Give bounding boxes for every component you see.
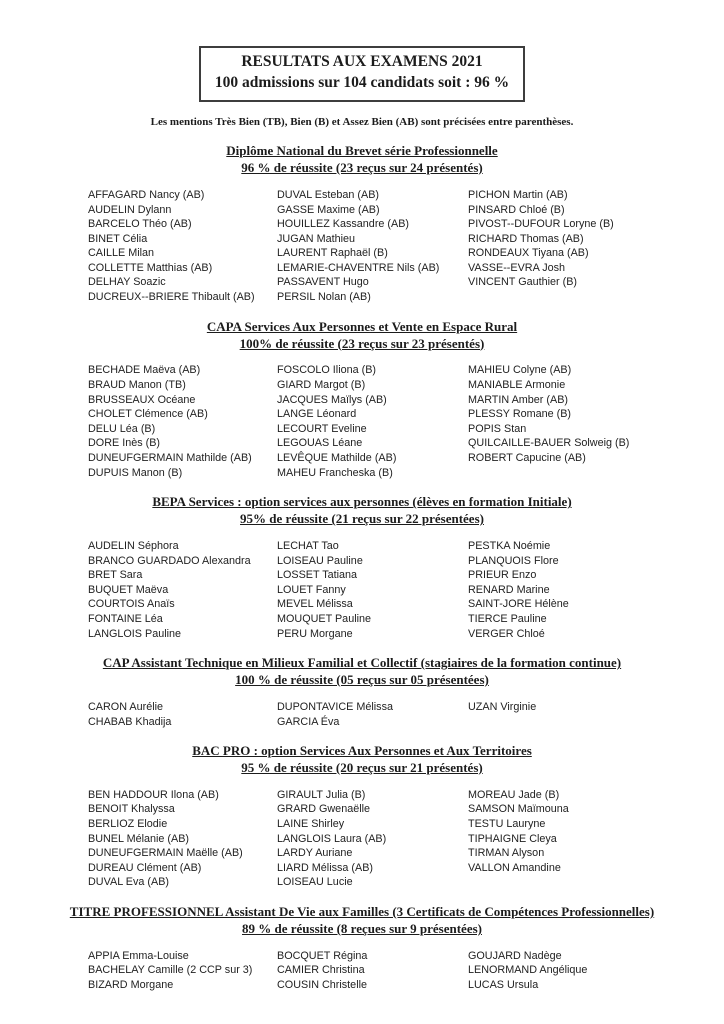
name-column: [277, 949, 468, 993]
name-column: [468, 188, 704, 305]
candidate-name: GIRAULT Julia (B): [277, 788, 366, 801]
candidate-name: LAINE Shirley: [277, 818, 345, 831]
candidate-name: LANGLOIS Pauline: [88, 627, 182, 640]
name-column: [468, 788, 704, 890]
candidate-name: MOUQUET Pauline: [277, 612, 372, 625]
candidate-name: AUDELIN Dylann: [88, 203, 172, 216]
name-column: [468, 949, 704, 993]
name-columns: [0, 700, 724, 729]
exam-section: [0, 494, 724, 641]
candidate-name: RENARD Marine: [468, 583, 550, 596]
candidate-name: DELHAY Soazic: [88, 276, 166, 289]
candidate-name: BINET Célia: [88, 232, 148, 245]
candidate-name: MAHIEU Colyne (AB): [468, 364, 572, 377]
candidate-name: DUPONTAVICE Mélissa: [277, 700, 393, 713]
candidate-name: DUPUIS Manon (B): [88, 466, 183, 479]
candidate-name: DUNEUFGERMAIN Maëlle (AB): [88, 847, 243, 860]
exam-section: [0, 655, 724, 729]
candidate-name: AUDELIN Séphora: [88, 539, 179, 552]
document-title: RESULTATS AUX EXAMENS 2021: [241, 53, 483, 70]
candidate-name: VERGER Chloé: [468, 627, 545, 640]
name-column: [88, 188, 277, 305]
title-box: [199, 46, 525, 102]
candidate-name: RICHARD Thomas (AB): [468, 232, 584, 245]
candidate-name: COUSIN Christelle: [277, 979, 367, 992]
candidate-name: VINCENT Gauthier (B): [468, 276, 577, 289]
name-column: [468, 700, 704, 729]
candidate-name: GARCIA Éva: [277, 715, 340, 728]
candidate-name: BRAUD Manon (TB): [88, 379, 186, 392]
candidate-name: LARDY Auriane: [277, 847, 353, 860]
candidate-name: BACHELAY Camille (2 CCP sur 3): [88, 964, 253, 977]
candidate-name: FOSCOLO Iliona (B): [277, 364, 376, 377]
candidate-name: PASSAVENT Hugo: [277, 276, 369, 289]
name-column: [277, 700, 468, 729]
candidate-name: APPIA Emma-Louise: [88, 949, 189, 962]
candidate-name: LOSSET Tatiana: [277, 569, 358, 582]
candidate-name: CAMIER Christina: [277, 964, 365, 977]
candidate-name: LECHAT Tao: [277, 539, 339, 552]
section-subtitle: 89 % de réussite (8 reçues sur 9 présentées): [242, 920, 482, 936]
candidate-name: UZAN Virginie: [468, 700, 537, 713]
exam-section: [0, 319, 724, 481]
section-title: BEPA Services : option services aux personnes (élèves en formation Initiale): [152, 494, 572, 510]
candidate-name: PRIEUR Enzo: [468, 569, 537, 582]
candidate-name: BUQUET Maëva: [88, 583, 169, 596]
section-title: CAP Assistant Technique en Milieux Familial et Collectif (stagiaires de la formation continue): [102, 655, 622, 671]
candidate-name: LANGE Léonard: [277, 408, 357, 421]
candidate-name: BRUSSEAUX Océane: [88, 393, 196, 406]
candidate-name: SAINT-JORE Hélène: [468, 598, 569, 611]
candidate-name: HOUILLEZ Kassandre (AB): [277, 218, 410, 231]
candidate-name: LIARD Mélissa (AB): [277, 861, 373, 874]
candidate-name: LEVÊQUE Mathilde (AB): [277, 452, 397, 465]
candidate-name: SAMSON Maïmouna: [468, 803, 569, 816]
name-column: [468, 363, 704, 480]
candidate-name: CAILLE Milan: [88, 247, 155, 260]
name-column: [88, 949, 277, 993]
name-column: [88, 363, 277, 480]
candidate-name: PERSIL Nolan (AB): [277, 291, 371, 304]
candidate-name: LUCAS Ursula: [468, 979, 539, 992]
candidate-name: TIERCE Pauline: [468, 612, 547, 625]
candidate-name: CHOLET Clémence (AB): [88, 408, 208, 421]
candidate-name: GASSE Maxime (AB): [277, 203, 380, 216]
candidate-name: CARON Aurélie: [88, 700, 164, 713]
candidate-name: MOREAU Jade (B): [468, 788, 560, 801]
candidate-name: AFFAGARD Nancy (AB): [88, 188, 205, 201]
candidate-name: JACQUES Maïlys (AB): [277, 393, 387, 406]
candidate-name: LOISEAU Pauline: [277, 554, 363, 567]
candidate-name: FONTAINE Léa: [88, 612, 163, 625]
exam-section: [0, 743, 724, 890]
name-column: [277, 539, 468, 641]
candidate-name: MANIABLE Armonie: [468, 379, 566, 392]
candidate-name: BRET Sara: [88, 569, 143, 582]
section-title: CAPA Services Aux Personnes et Vente en Espace Rural: [206, 318, 518, 334]
candidate-name: LENORMAND Angélique: [468, 964, 588, 977]
candidate-name: BARCELO Théo (AB): [88, 218, 192, 231]
candidate-name: PLANQUOIS Flore: [468, 554, 559, 567]
candidate-name: PIVOST--DUFOUR Loryne (B): [468, 218, 614, 231]
candidate-name: MAHEU Francheska (B): [277, 466, 393, 479]
candidate-name: LEGOUAS Léane: [277, 437, 363, 450]
section-title: Diplôme National du Brevet série Professionnelle: [226, 143, 498, 159]
candidate-name: BOCQUET Régina: [277, 949, 368, 962]
section-subtitle: 95% de réussite (21 reçus sur 22 présentées): [240, 511, 484, 527]
candidate-name: BECHADE Maëva (AB): [88, 364, 201, 377]
exam-section: [0, 904, 724, 993]
candidate-name: ROBERT Capucine (AB): [468, 452, 586, 465]
section-title: BAC PRO : option Services Aux Personnes et Aux Territoires: [192, 743, 532, 759]
candidate-name: LECOURT Eveline: [277, 422, 367, 435]
name-column: [277, 188, 468, 305]
candidate-name: LANGLOIS Laura (AB): [277, 832, 387, 845]
candidate-name: TIPHAIGNE Cleya: [468, 832, 557, 845]
candidate-name: GOUJARD Nadège: [468, 949, 562, 962]
name-columns: [0, 188, 724, 305]
candidate-name: JUGAN Mathieu: [277, 232, 356, 245]
name-columns: [0, 363, 724, 480]
candidate-name: LEMARIE-CHAVENTRE Nils (AB): [277, 261, 440, 274]
candidate-name: VALLON Amandine: [468, 861, 561, 874]
candidate-name: POPIS Stan: [468, 422, 527, 435]
name-columns: [0, 539, 724, 641]
name-columns: [0, 949, 724, 993]
name-column: [277, 788, 468, 890]
section-title: TITRE PROFESSIONNEL Assistant De Vie aux Familles (3 Certificats de Compétences Professionnelles): [69, 904, 655, 920]
candidate-name: PESTKA Noémie: [468, 539, 551, 552]
candidate-name: DUVAL Eva (AB): [88, 876, 169, 889]
candidate-name: DUNEUFGERMAIN Mathilde (AB): [88, 452, 252, 465]
candidate-name: QUILCAILLE-BAUER Solweig (B): [468, 437, 630, 450]
candidate-name: GIARD Margot (B): [277, 379, 366, 392]
candidate-name: BEN HADDOUR Ilona (AB): [88, 788, 219, 801]
candidate-name: LOUET Fanny: [277, 583, 346, 596]
section-subtitle: 95 % de réussite (20 reçus sur 21 présentés): [241, 760, 483, 775]
candidate-name: PICHON Martin (AB): [468, 188, 568, 201]
mentions-note: Les mentions Très Bien (TB), Bien (B) et Assez Bien (AB) sont précisées entre parenthèses.: [150, 115, 574, 128]
document-admissions-line: 100 admissions sur 104 candidats soit : 96 %: [214, 73, 510, 91]
candidate-name: DUCREUX--BRIERE Thibault (AB): [88, 291, 255, 304]
candidate-name: COURTOIS Anaïs: [88, 598, 175, 611]
exam-section: [0, 143, 724, 305]
candidate-name: COLLETTE Matthias (AB): [88, 261, 213, 274]
candidate-name: PINSARD Chloé (B): [468, 203, 565, 216]
candidate-name: DUVAL Esteban (AB): [277, 188, 380, 201]
candidate-name: BIZARD Morgane: [88, 979, 174, 992]
candidate-name: VASSE--EVRA Josh: [468, 261, 566, 274]
candidate-name: MEVEL Mélissa: [277, 598, 353, 611]
section-subtitle: 100% de réussite (23 reçus sur 23 présentés): [239, 335, 485, 351]
section-subtitle: 100 % de réussite (05 reçus sur 05 présentées): [235, 672, 489, 688]
candidate-name: LOISEAU Lucie: [277, 876, 353, 889]
name-column: [277, 363, 468, 480]
name-column: [88, 788, 277, 890]
candidate-name: GRARD Gwenaëlle: [277, 803, 371, 816]
name-column: [88, 539, 277, 641]
candidate-name: TIRMAN Alyson: [468, 847, 545, 860]
candidate-name: BENOIT Khalyssa: [88, 803, 175, 816]
name-column: [88, 700, 277, 729]
candidate-name: LAURENT Raphaël (B): [277, 247, 388, 260]
sections-container: [0, 143, 724, 992]
candidate-name: CHABAB Khadija: [88, 715, 172, 728]
candidate-name: DUREAU Clément (AB): [88, 861, 202, 874]
candidate-name: PERU Morgane: [277, 627, 353, 640]
candidate-name: RONDEAUX Tiyana (AB): [468, 247, 589, 260]
section-subtitle: 96 % de réussite (23 reçus sur 24 présentés): [241, 160, 483, 176]
candidate-name: BUNEL Mélanie (AB): [88, 832, 190, 845]
name-column: [468, 539, 704, 641]
candidate-name: DORE Inès (B): [88, 437, 160, 450]
candidate-name: TESTU Lauryne: [468, 818, 546, 831]
candidate-name: PLESSY Romane (B): [468, 408, 572, 421]
candidate-name: DELU Léa (B): [88, 422, 156, 435]
candidate-name: MARTIN Amber (AB): [468, 393, 568, 406]
name-columns: [0, 788, 724, 890]
candidate-name: BRANCO GUARDADO Alexandra: [88, 554, 251, 567]
candidate-name: BERLIOZ Elodie: [88, 818, 168, 831]
